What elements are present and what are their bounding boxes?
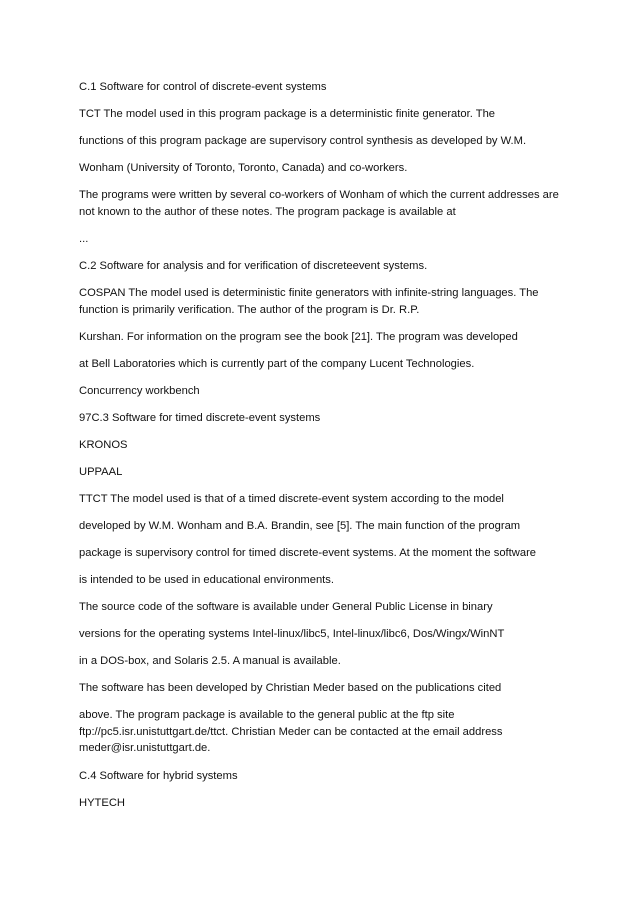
text-line: The source code of the software is available under General Public License in binary [79, 601, 493, 613]
paragraph-ttct-educational [79, 572, 579, 589]
heading-c3 [79, 410, 579, 427]
text-line: meder@isr.unistuttgart.de. [79, 742, 211, 754]
text-line: C.4 Software for hybrid systems [79, 770, 238, 782]
text-line: 97C.3 Software for timed discrete-event systems [79, 412, 321, 424]
item-hytech [79, 795, 579, 812]
text-line: functions of this program package are supervisory control synthesis as developed by W.M. [79, 135, 527, 147]
text-line: is intended to be used in educational environments. [79, 574, 334, 586]
text-line: versions for the operating systems Intel-linux/libc5, Intel-linux/libc6, Dos/Wingx/WinNT [79, 628, 505, 640]
paragraph-kurshan [79, 329, 579, 346]
text-line: C.1 Software for control of discrete-event systems [79, 81, 327, 93]
text-line: not known to the author of these notes. The program package is available at [79, 205, 456, 218]
text-line: The programs were written by several co-workers of Wonham of which the current addresses are [79, 189, 559, 201]
text-line: KRONOS [79, 439, 128, 451]
paragraph-ftp-site [79, 707, 579, 757]
item-uppaal [79, 464, 579, 481]
item-kronos [79, 437, 579, 454]
paragraph-cospan [79, 285, 579, 318]
heading-c4 [79, 768, 579, 785]
paragraph-ttct-package [79, 545, 579, 562]
paragraph-programs-written [79, 187, 579, 220]
text-line: ftp://pc5.isr.unistuttgart.de/ttct. Christian Meder can be contacted at the email address [79, 725, 503, 738]
paragraph-versions [79, 626, 579, 643]
paragraph-tct-intro [79, 106, 579, 123]
text-line: TTCT The model used is that of a timed discrete-event system according to the model [79, 493, 504, 505]
text-line: above. The program package is available to the general public at the ftp site [79, 709, 455, 721]
item-concurrency-workbench [79, 383, 579, 400]
text-line: ... [79, 233, 89, 245]
paragraph-ellipsis [79, 231, 579, 248]
text-line: at Bell Laboratories which is currently part of the company Lucent Technologies. [79, 358, 475, 370]
text-line: Kurshan. For information on the program see the book [21]. The program was developed [79, 331, 518, 343]
heading-c1 [79, 79, 579, 96]
text-line: Wonham (University of Toronto, Toronto, Canada) and co-workers. [79, 162, 408, 174]
text-line: developed by W.M. Wonham and B.A. Brandin, see [5]. The main function of the program [79, 520, 521, 532]
text-line: The software has been developed by Christian Meder based on the publications cited [79, 682, 502, 694]
text-line: function is primarily verification. The author of the program is Dr. R.P. [79, 303, 420, 316]
text-line: TCT The model used in this program package is a deterministic finite generator. The [79, 108, 496, 120]
paragraph-dos-box [79, 653, 579, 670]
text-line: COSPAN The model used is deterministic finite generators with infinite-string languages. The [79, 287, 539, 299]
paragraph-ttct-developed [79, 518, 579, 535]
text-line: HYTECH [79, 797, 125, 809]
text-line: Concurrency workbench [79, 385, 200, 397]
paragraph-developed-by [79, 680, 579, 697]
text-line: C.2 Software for analysis and for verification of discreteevent systems. [79, 260, 428, 272]
paragraph-bell-labs [79, 356, 579, 373]
paragraph-ttct-model [79, 491, 579, 508]
text-line: in a DOS-box, and Solaris 2.5. A manual is available. [79, 655, 341, 667]
paragraph-source-code [79, 599, 579, 616]
text-line: package is supervisory control for timed discrete-event systems. At the moment the software [79, 547, 537, 559]
text-line: UPPAAL [79, 466, 123, 478]
heading-c2 [79, 258, 579, 275]
paragraph-wonham [79, 160, 579, 177]
paragraph-tct-functions [79, 133, 579, 150]
